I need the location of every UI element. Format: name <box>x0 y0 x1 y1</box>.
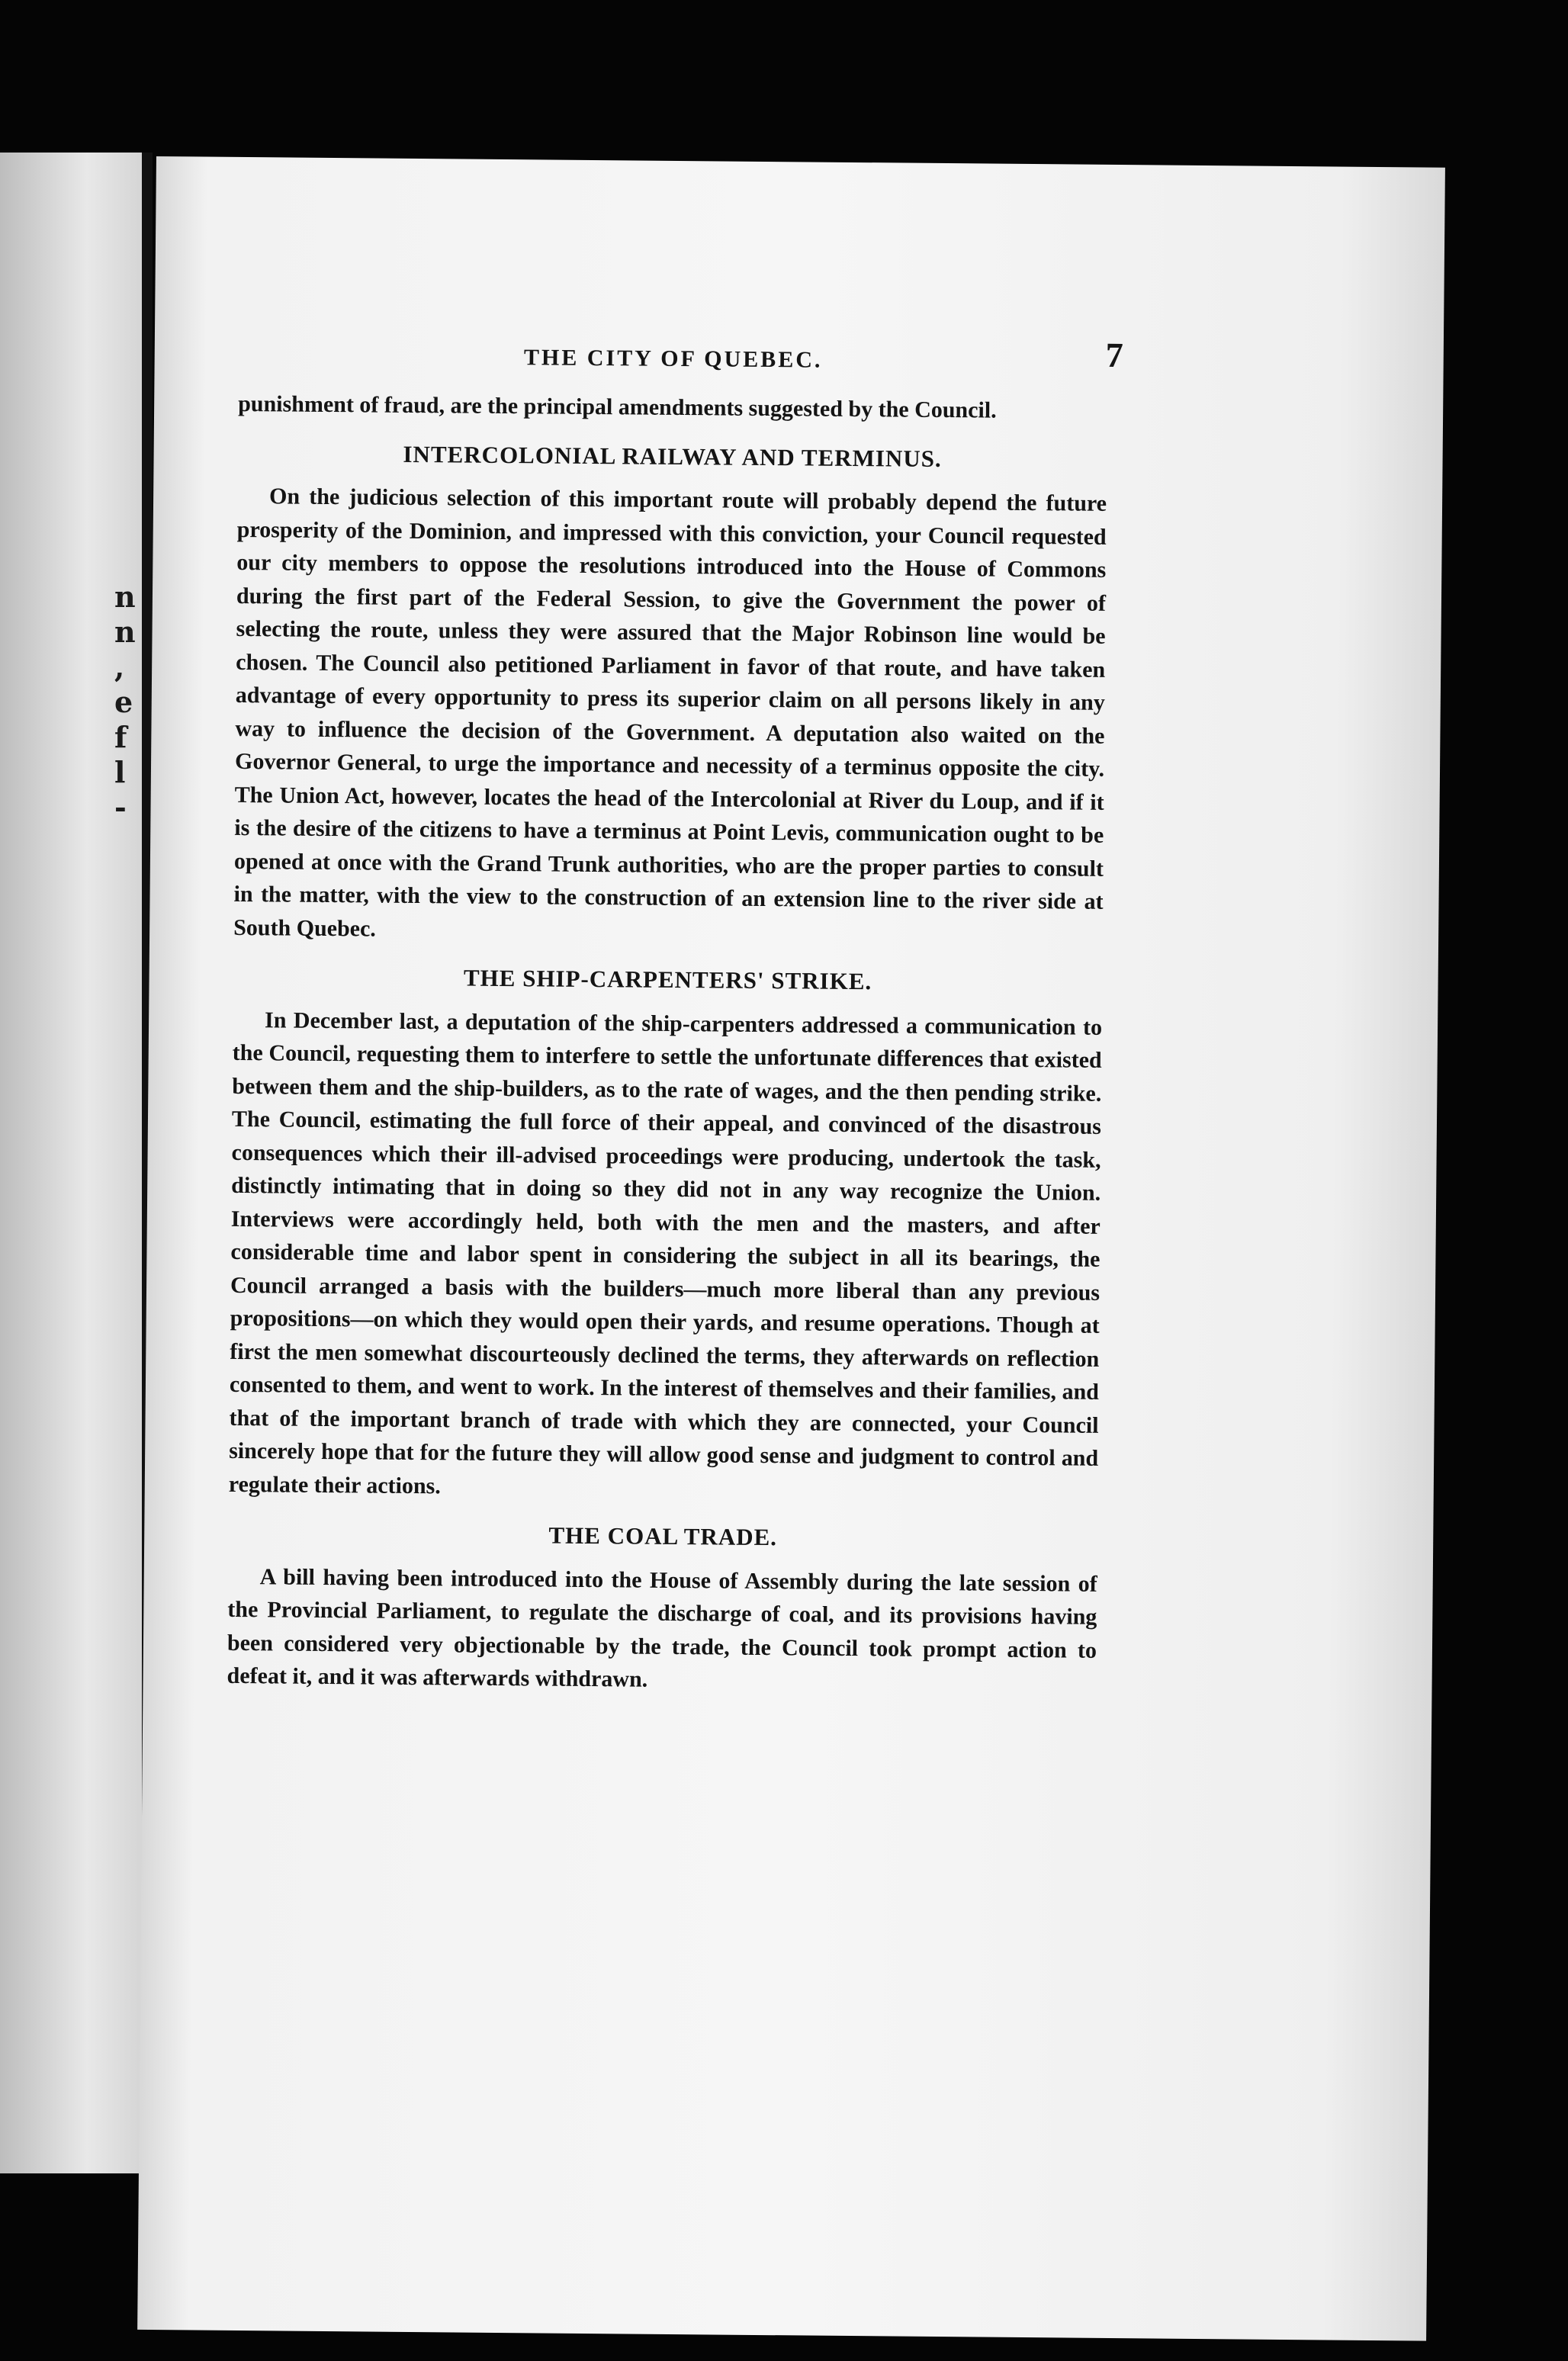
section-heading-intercolonial: INTERCOLONIAL RAILWAY AND TERMINUS. <box>403 440 942 472</box>
paragraph-intercolonial: On the judicious selection of this important route will probably depend the future prosperity of the Dominion, and impressed with this conviction, your Council requested our city members to oppose the resolutions introduced into the House of Commons during the first part of the Federal Session, to give the Government the power of selecting the route, unless they were assured that the Major Robinson line would be chosen. The Council also petitioned Parliament in favor of that route, and have taken advantage of every opportunity to press its superior claim on all persons likely in any way to influence the decision of the Government. A deputation also waited on the Governor General, to urge the importance and necessity of a terminus opposite the city. The Union Act, however, locates the head of the Intercolonial at River du Loup, and if it is the desire of the citizens to have a terminus at Point Levis, communication ought to be opened at once with the Grand Trunk authorities, who are the proper parties to consult in the matter, with the view to the construction of an extension line to the river side at South Quebec. <box>233 483 1107 942</box>
facing-page-fragment: l <box>114 755 126 789</box>
facing-page-fragment: n <box>114 580 136 614</box>
facing-page-fragment: , <box>114 650 125 684</box>
facing-page-text-fragments <box>114 580 136 825</box>
section-heading-coal-trade: THE COAL TRADE. <box>548 1521 778 1551</box>
section-heading-strike: THE SHIP-CARPENTERS' STRIKE. <box>463 964 872 995</box>
facing-page-fragment: e <box>114 685 133 719</box>
document-page <box>137 156 1445 2341</box>
facing-page-edge <box>0 153 145 2173</box>
running-title: THE CITY OF QUEBEC. <box>523 345 823 373</box>
facing-page-fragment: f <box>114 720 127 754</box>
facing-page-fragment: - <box>114 790 127 824</box>
paragraph-strike: In December last, a deputation of the ship-carpenters addressed a communication to the Council, requesting them to interfere to settle the unfortunate differences that existed between them and the ship-builders, as to the rate of wages, and the then pending strike. The Council, estimating the full force of their appeal, and convinced of the disastrous consequences which their ill-advised proceedings were producing, undertook the task, distinctly intimating that in doing so they did not in any way recognize the Union. Interviews were accordingly held, both with the men and the masters, and after considerable time and labor spent in considering the subject in all its bearings, the Council arranged a basis with the builders—much more liberal than any previous propositions—on which they would open their yards, and resume operations. Though at first the men somewhat discourteously declined the terms, they afterwards on reflection consented to them, and went to work. In the interest of themselves and their families, and that of the important branch of trade with which they are connected, your Council sincerely hope that for the future they will allow good sense and judgment to control and regulate their actions. <box>228 1007 1103 1499</box>
running-head <box>238 332 1123 386</box>
opening-paragraph: punishment of fraud, are the principal amendments suggested by the Council. <box>238 390 997 423</box>
paragraph-coal-trade: A bill having been introduced into the House of Assembly during the late session of the Provincial Parliament, to regulate the discharge of coal, and its provisions having been considered very objectionable by the trade, the Council took prompt action to defeat it, and it was afterwards withdrawn. <box>227 1563 1097 1692</box>
page-number: 7 <box>1105 335 1123 375</box>
facing-page-fragment: n <box>114 615 136 649</box>
page-text-block <box>227 332 1123 1700</box>
